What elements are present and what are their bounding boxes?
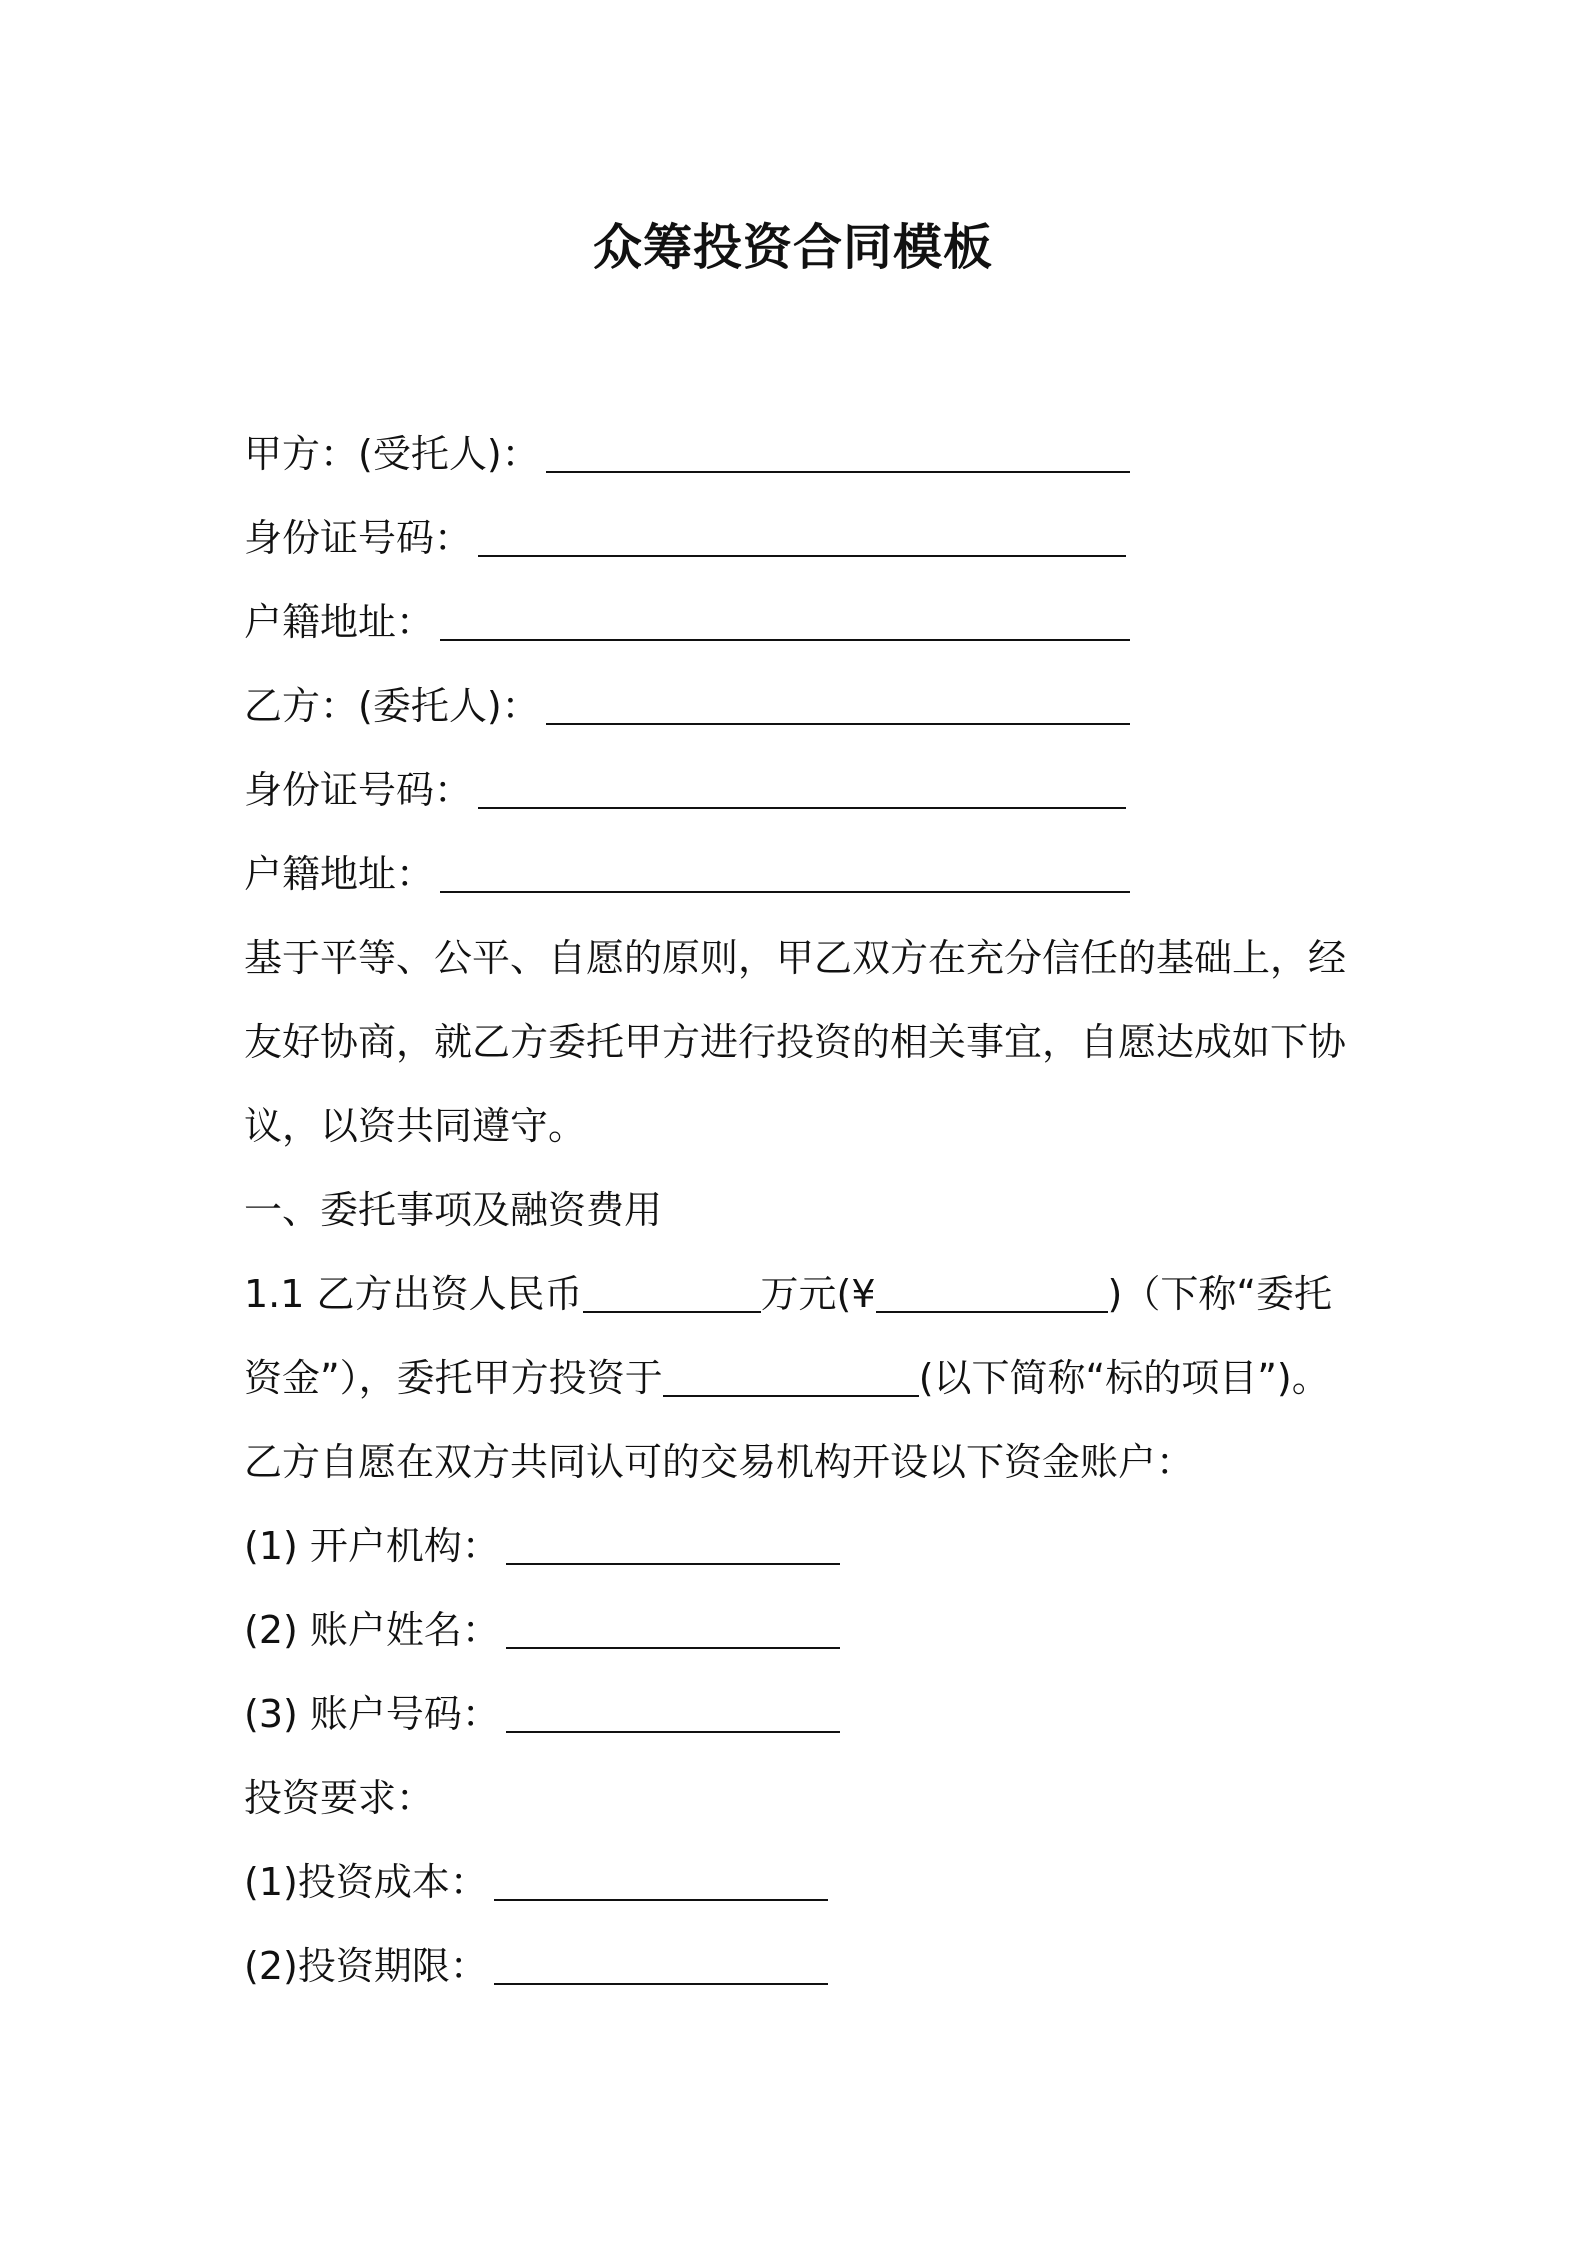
- party-b-address-line: [244, 832, 1364, 916]
- account-name-blank[interactable]: [506, 1607, 840, 1649]
- requirement-item: [244, 1924, 1364, 2008]
- account-item-label: (3) 账户号码：: [244, 1692, 500, 1736]
- contract-body: [244, 412, 1364, 2008]
- party-b-address-label: 户籍地址：: [244, 852, 435, 896]
- account-item: [244, 1588, 1364, 1672]
- amount-yuan-blank[interactable]: [876, 1271, 1108, 1313]
- clause-1-1-text-3: )（下称“委托资金”），委托甲方投资于: [244, 1272, 1333, 1400]
- investment-term-blank[interactable]: [494, 1943, 828, 1985]
- party-b-id-line: [244, 748, 1364, 832]
- requirement-item: [244, 1840, 1364, 1924]
- requirement-item-label: (1)投资成本：: [244, 1860, 488, 1904]
- account-item: [244, 1672, 1364, 1756]
- account-item: [244, 1504, 1364, 1588]
- party-b-label: 乙方：(委托人)：: [244, 684, 540, 728]
- clause-1-1-text-1: 1.1 乙方出资人民币: [244, 1272, 583, 1316]
- account-intro: 乙方自愿在双方共同认可的交易机构开设以下资金账户：: [244, 1440, 1195, 1484]
- requirements-heading: 投资要求：: [244, 1776, 435, 1820]
- party-a-id-blank[interactable]: [478, 515, 1126, 557]
- clause-1-1-text-2: 万元(¥: [760, 1272, 876, 1316]
- party-b-id-blank[interactable]: [478, 767, 1126, 809]
- party-b-name-blank[interactable]: [546, 683, 1130, 725]
- clause-1-1: [244, 1252, 1364, 1420]
- party-b-id-label: 身份证号码：: [244, 768, 473, 812]
- party-a-address-blank[interactable]: [440, 599, 1130, 641]
- party-a-id-label: 身份证号码：: [244, 516, 473, 560]
- requirement-item-label: (2)投资期限：: [244, 1944, 488, 1988]
- target-project-blank[interactable]: [663, 1355, 919, 1397]
- preamble-paragraph: 基于平等、公平、自愿的原则，甲乙双方在充分信任的基础上，经友好协商，就乙方委托甲方进行投资的相关事宜，自愿达成如下协议，以资共同遵守。: [244, 936, 1347, 1148]
- account-institution-blank[interactable]: [506, 1523, 840, 1565]
- party-a-name-blank[interactable]: [546, 431, 1130, 473]
- clause-1-1-text-4: (以下简称“标的项目”)。: [918, 1356, 1330, 1400]
- party-a-id-line: [244, 496, 1364, 580]
- account-item-label: (1) 开户机构：: [244, 1524, 500, 1568]
- party-a-line: [244, 412, 1364, 496]
- document-title: 众筹投资合同模板: [592, 219, 993, 276]
- investment-cost-blank[interactable]: [494, 1859, 828, 1901]
- account-item-label: (2) 账户姓名：: [244, 1608, 500, 1652]
- party-b-line: [244, 664, 1364, 748]
- party-a-label: 甲方：(受托人)：: [244, 432, 540, 476]
- party-a-address-line: [244, 580, 1364, 664]
- party-a-address-label: 户籍地址：: [244, 600, 435, 644]
- party-b-address-blank[interactable]: [440, 851, 1130, 893]
- account-number-blank[interactable]: [506, 1691, 840, 1733]
- section-1-heading: 一、委托事项及融资费用: [244, 1188, 663, 1232]
- amount-wan-blank[interactable]: [583, 1271, 761, 1313]
